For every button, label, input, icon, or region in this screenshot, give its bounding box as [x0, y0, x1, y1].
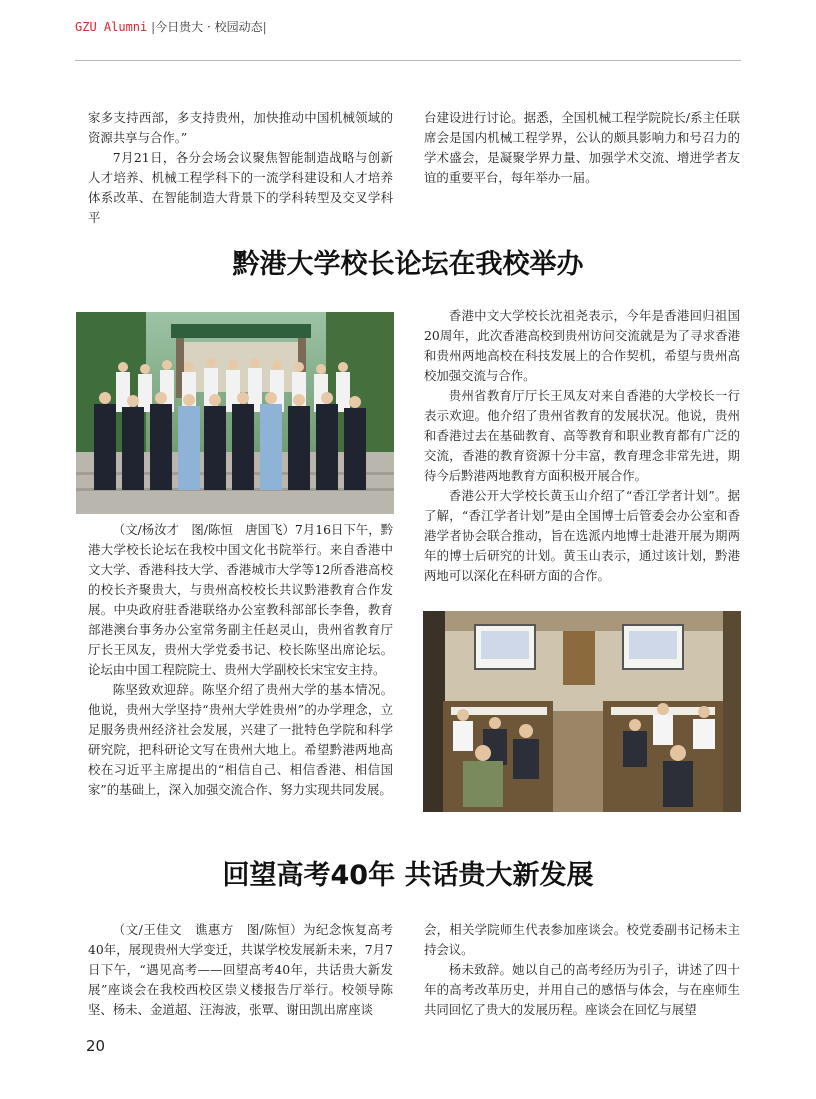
- top-left-para-1: 家多支持西部，多支持贵州，加快推动中国机械领域的资源共享与合作。”: [88, 110, 393, 145]
- header-separator: |: [151, 20, 156, 34]
- article2-right-para-2: 杨未致辞。她以自己的高考经历为引子，讲述了四十年的高考改革历史，并用自己的感悟与体会，与在座师生共同回忆了贵大的发展历程。座谈会在回忆与展望: [424, 962, 740, 1017]
- top-right-para-1: 台建设进行讨论。据悉，全国机械工程学院院长/系主任联席会是国内机械工程学界，公认的颇具影响力和号召力的学术盛会，是凝聚学界力量、加强学术交流、增进学者友谊的重要平台，每年举办一届。: [424, 110, 740, 185]
- group-photo-graphic: [76, 312, 394, 514]
- meeting-photo: [423, 611, 741, 812]
- article2-left-para-1: （文/王佳文 谯惠方 图/陈恒）为纪念恢复高考40年，展现贵州大学变迁，共谋学校发展新未来，7月7日下午，“遇见高考——回望高考40年，共话贵大新发展”座谈会在我校西校区崇义楼报告厅举行。校领导陈坚、杨未、金道超、汪海波，张覃、谢田凯出席座谈: [88, 922, 393, 1017]
- article1-title: 黔港大学校长论坛在我校举办: [232, 249, 584, 280]
- header-rule: [75, 60, 741, 61]
- article1-right-para-1: 香港中文大学校长沈祖尧表示，今年是香港回归祖国20周年，此次香港高校到贵州访问交流就是为了寻求香港和贵州两地高校在科技发展上的合作契机，希望与贵州高校加强交流与合作。: [424, 308, 740, 383]
- article2-right-column: [424, 920, 740, 1020]
- article1-right-column: [424, 306, 740, 586]
- article2-title: 回望高考40年 共话贵大新发展: [222, 860, 594, 891]
- article1-left-para-1: （文/杨汝才 图/陈恒 唐国飞）7月16日下午，黔港大学校长论坛在我校中国文化书院举行。来自香港中文大学、香港科技大学、香港城市大学等12所香港高校的校长齐聚贵大，与贵州高校校长共议黔港教育合作发展。中央政府驻香港联络办公室教科部部长李鲁，教育部港澳台事务办公室常务副主任赵灵山，贵州省教育厅厅长王凤友，贵州大学党委书记、校长陈坚出席论坛。论坛由中国工程院院士、贵州大学副校长宋宝安主持。: [88, 522, 393, 677]
- article1-right-para-3: 香港公开大学校长黄玉山介绍了“香江学者计划”。据了解，“香江学者计划”是由全国博士后管委会办公室和香港学者协会联合推动，旨在选派内地博士赴港开展为期两年的博士后研究的计划。黄玉山表示，通过该计划，黔港两地可以深化在科研方面的合作。: [424, 488, 740, 583]
- page-number: 20: [86, 1037, 106, 1055]
- header-brand: GZU Alumni: [75, 20, 148, 34]
- article1-right-para-2: 贵州省教育厅厅长王凤友对来自香港的大学校长一行表示欢迎。他介绍了贵州省教育的发展状况。他说，贵州和香港过去在基础教育、高等教育和职业教育都有广泛的交流，香港的教育资源十分丰富，教育理念非常先进，期待今后黔港两地教育方面积极开展合作。: [424, 388, 740, 483]
- article1-left-para-2: 陈坚致欢迎辞。陈坚介绍了贵州大学的基本情况。他说，贵州大学坚持“贵州大学姓贵州”的办学理念，立足服务贵州经济社会发展，兴建了一批特色学院和科学研究院，把科研论文写在贵州大地上。希望黔港两地高校在习近平主席提出的“相信自己、相信香港、相信国家”的基础上，深入加强交流合作、努力实现共同发展。: [88, 682, 393, 797]
- article1-left-column: [88, 520, 393, 800]
- header-separator-end: |: [262, 20, 267, 34]
- top-right-column: [424, 108, 740, 188]
- article2-right-para-1: 会，相关学院师生代表参加座谈会。校党委副书记杨未主持会议。: [424, 922, 740, 957]
- meeting-photo-graphic: [423, 611, 741, 812]
- running-header: [75, 18, 267, 35]
- header-section: 今日贵大 · 校园动态: [155, 20, 263, 34]
- group-photo: [76, 312, 394, 514]
- article2-left-column: [88, 920, 393, 1020]
- top-left-column: [88, 108, 393, 228]
- top-left-para-2: 7月21日，各分会场会议聚焦智能制造战略与创新人才培养、机械工程学科下的一流学科建设和人才培养体系改革、在智能制造大背景下的学科转型及交叉学科平: [88, 150, 393, 225]
